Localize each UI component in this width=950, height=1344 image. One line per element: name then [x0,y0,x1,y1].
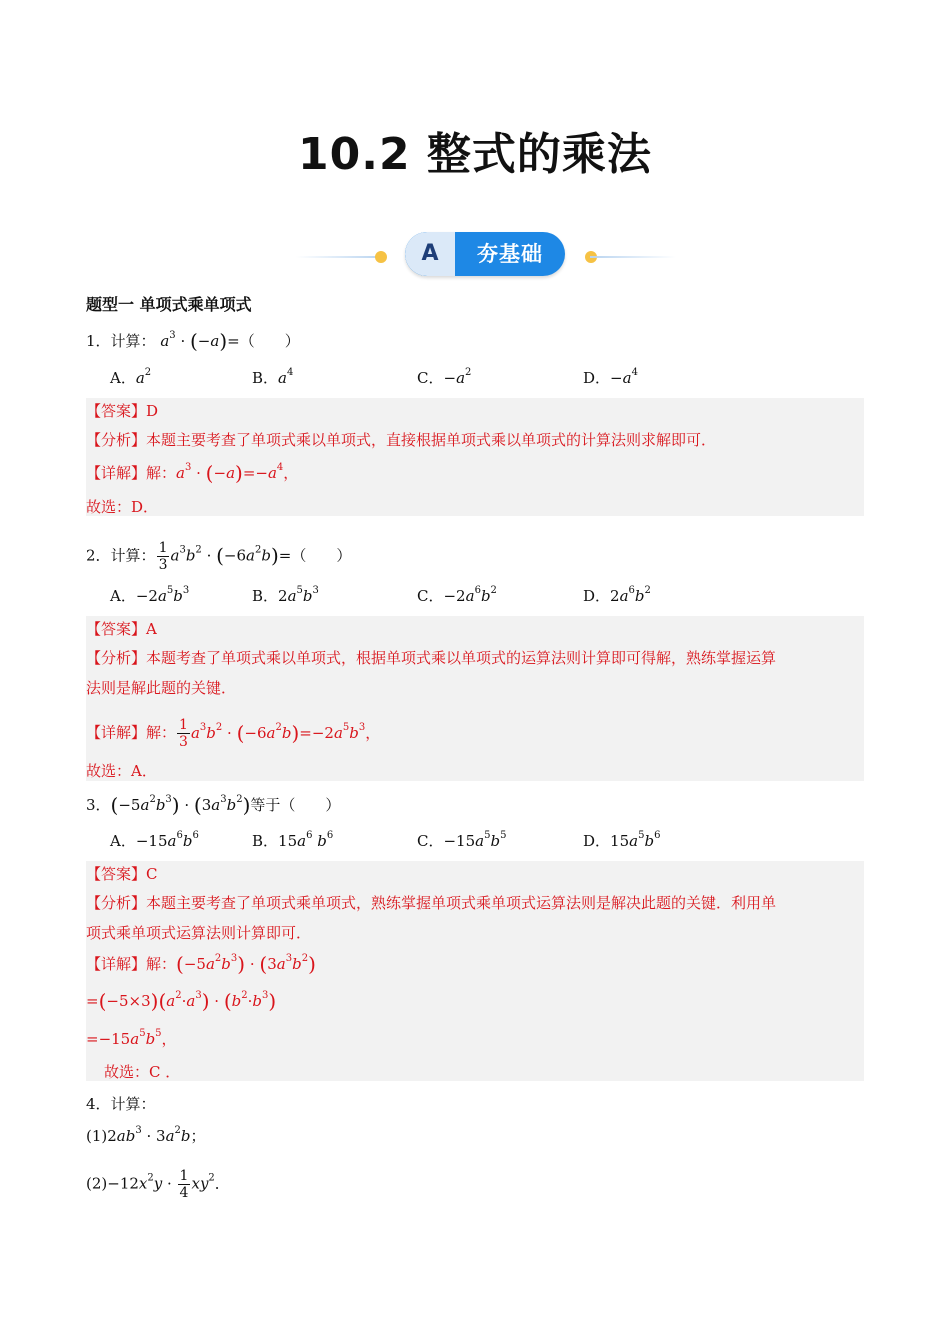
option-d: D．$2a^6b^2$ [583,585,651,605]
banner-label: 夯基础 [477,242,543,266]
banner-letter: A [405,232,455,276]
option-d: D．$15a^5b^6$ [583,830,661,850]
option-c: C．$-a^2$ [417,367,472,387]
banner-line-left [296,256,382,258]
option-a: A．$-15a^6b^6$ [110,830,199,850]
answer-line: 【答案】D [86,402,159,420]
question-2: 2．计算： $\frac{1}{3}$ $a^3b^2 \cdot (-6a^2b)=$（ ） [86,540,352,573]
analysis-line-2: 项式乘单项式运算法则计算即可． [86,924,312,942]
detail-line: 【详解】解： $\frac{1}{3}$ $a^3b^2 \cdot (-6a^2b)=-2a^5b^3$， [86,717,381,750]
question-1 [86,330,300,352]
calc-label: 计算： [110,332,156,350]
conclusion-line: 故选：C ． [104,1063,181,1081]
question-3: 3．$(-5a^2b^3) \cdot (3a^3b^2)$等于（ ） [86,793,341,817]
option-b: B．$2a^5b^3$ [252,585,319,605]
question-4: 4．计算： [86,1095,156,1113]
analysis-line: 【分析】本题主要考查了单项式乘以单项式，直接根据单项式乘以单项式的计算法则求解即可． [86,431,717,449]
section-heading: 题型一 单项式乘单项式 [86,295,252,314]
conclusion-line: 故选：A． [86,762,157,780]
question-4-part-1: $(1)2ab^3 \cdot 3a^2b$； [86,1125,206,1145]
banner-pill [405,232,565,276]
option-b: B．$a^4$ [252,367,294,387]
answer-line: 【答案】C [86,865,158,883]
analysis-line-2: 法则是解此题的关键． [86,679,237,697]
analysis-line: 【分析】本题考查了单项式乘以单项式，根据单项式乘以单项式的运算法则计算即可得解，熟练掌握运算 [86,649,777,667]
option-a: A．$-2a^5b^3$ [110,585,190,605]
answer-line: 【答案】A [86,620,157,638]
fraction-one-third: $\frac{1}{3}$ [158,540,168,573]
option-d: D．$-a^4$ [583,367,638,387]
detail-line: 【详解】解：$(-5a^2b^3) \cdot (3a^3b^2)$ [86,952,316,976]
solution-box-1 [86,398,864,516]
question-number: 1． [86,332,111,350]
page-title: 10.2 整式的乘法 [298,129,652,180]
option-b: B．$15a^6$ $b^6$ [252,830,334,850]
option-c: C．$-2a^6b^2$ [417,585,497,605]
option-a: A．$a^2$ [110,367,152,387]
expression: $a^3 \cdot (-a)=$ [160,329,240,353]
detail-step-2: $=(-5\times 3)(a^2\cdot a^3) \cdot (b^2\cdot b^3)$ [86,989,277,1013]
banner-dot-left [375,251,387,263]
analysis-line: 【分析】本题主要考查了单项式乘单项式，熟练掌握单项式乘单项式运算法则是解决此题的关键．利用单 [86,894,777,912]
question-4-part-2: $(2)-12x^2y$ · $\frac{1}{4}$ $xy^2$． [86,1168,230,1201]
detail-step-3: $=-15a^5b^5$， [86,1028,177,1048]
conclusion-line: 故选：D． [86,498,159,516]
blank-paren: （ ） [239,332,300,350]
banner-line-right [590,256,676,258]
detail-line: 【详解】解：$a^3 \cdot (-a)=-a^4$， [86,461,299,485]
option-c: C．$-15a^5b^5$ [417,830,507,850]
section-banner [296,230,676,280]
